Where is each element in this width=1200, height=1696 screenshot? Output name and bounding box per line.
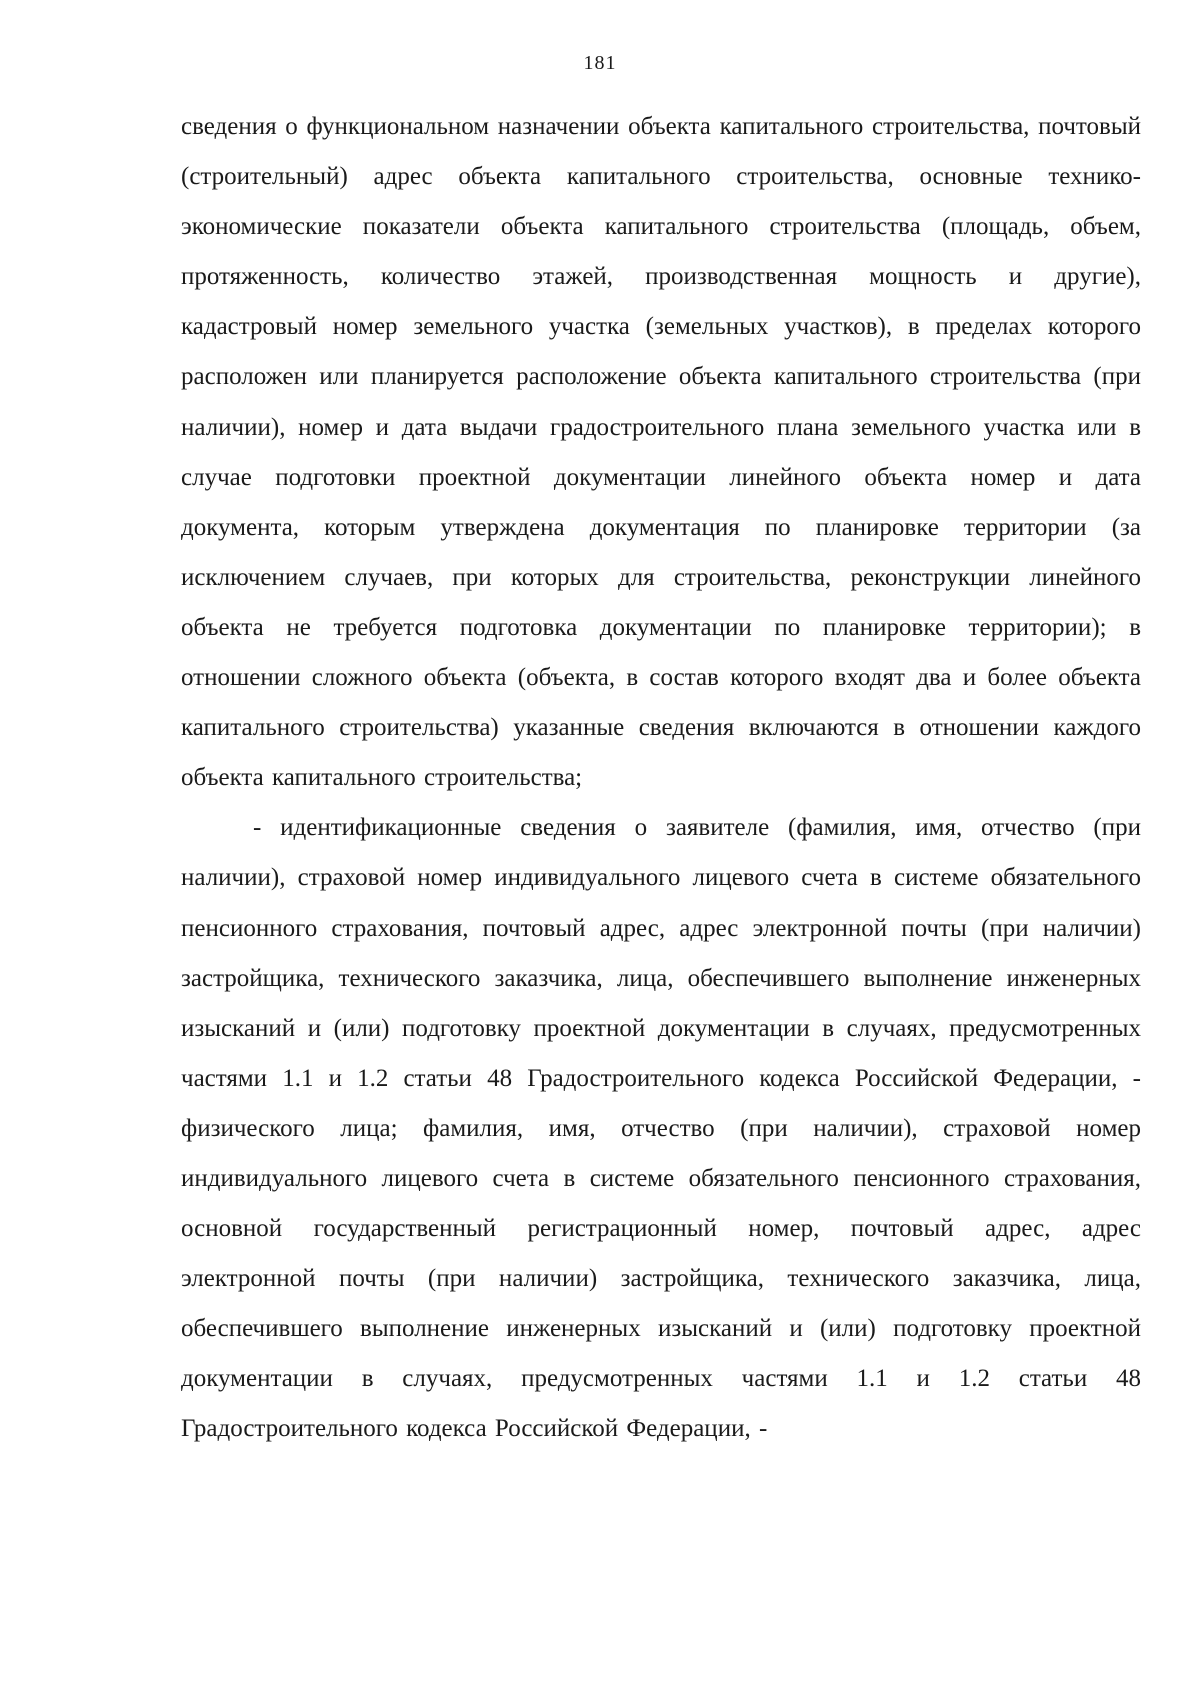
page-number: 181 — [583, 52, 617, 74]
document-body — [181, 102, 1141, 1455]
paragraph-applicant-identification: - идентификационные сведения о заявителе (фамилия, имя, отчество (при наличии), страховой номер индивидуального лицевого счета в системе обязательного пенсионного страхования, почтовый адрес, адрес электронной почты (при наличии) застройщика, технического заказчика, лица, обеспечившего выполнение инженерных изысканий и (или) подготовку проектной документации в случаях, предусмотренных частями 1.1 и 1.2 статьи 48 Градостроительного кодекса Российской Федерации, - физического лица; фамилия, имя, отчество (при наличии), страховой номер индивидуального лицевого счета в системе обязательного пенсионного страхования, основной государственный регистрационный номер, почтовый адрес, адрес электронной почты (при наличии) застройщика, технического заказчика, лица, обеспечившего выполнение инженерных изысканий и (или) подготовку проектной документации в случаях, предусмотренных частями 1.1 и 1.2 статьи 48 Градостроительного кодекса Российской Федерации, - — [181, 814, 1141, 1443]
paragraph-object-details: сведения о функциональном назначении объекта капитального строительства, почтовый (строительный) адрес объекта капитального строительства, основные технико-экономические показатели объекта капитального строительства (площадь, объем, протяженность, количество этажей, производственная мощность и другие), кадастровый номер земельного участка (земельных участков), в пределах которого расположен или планируется расположение объекта капитального строительства (при наличии), номер и дата выдачи градостроительного плана земельного участка или в случае подготовки проектной документации линейного объекта номер и дата документа, которым утверждена документация по планировке территории (за исключением случаев, при которых для строительства, реконструкции линейного объекта не требуется подготовка документации по планировке территории); в отношении сложного объекта (объекта, в состав которого входят два и более объекта капитального строительства) указанные сведения включаются в отношении каждого объекта капитального строительства; — [181, 113, 1141, 792]
